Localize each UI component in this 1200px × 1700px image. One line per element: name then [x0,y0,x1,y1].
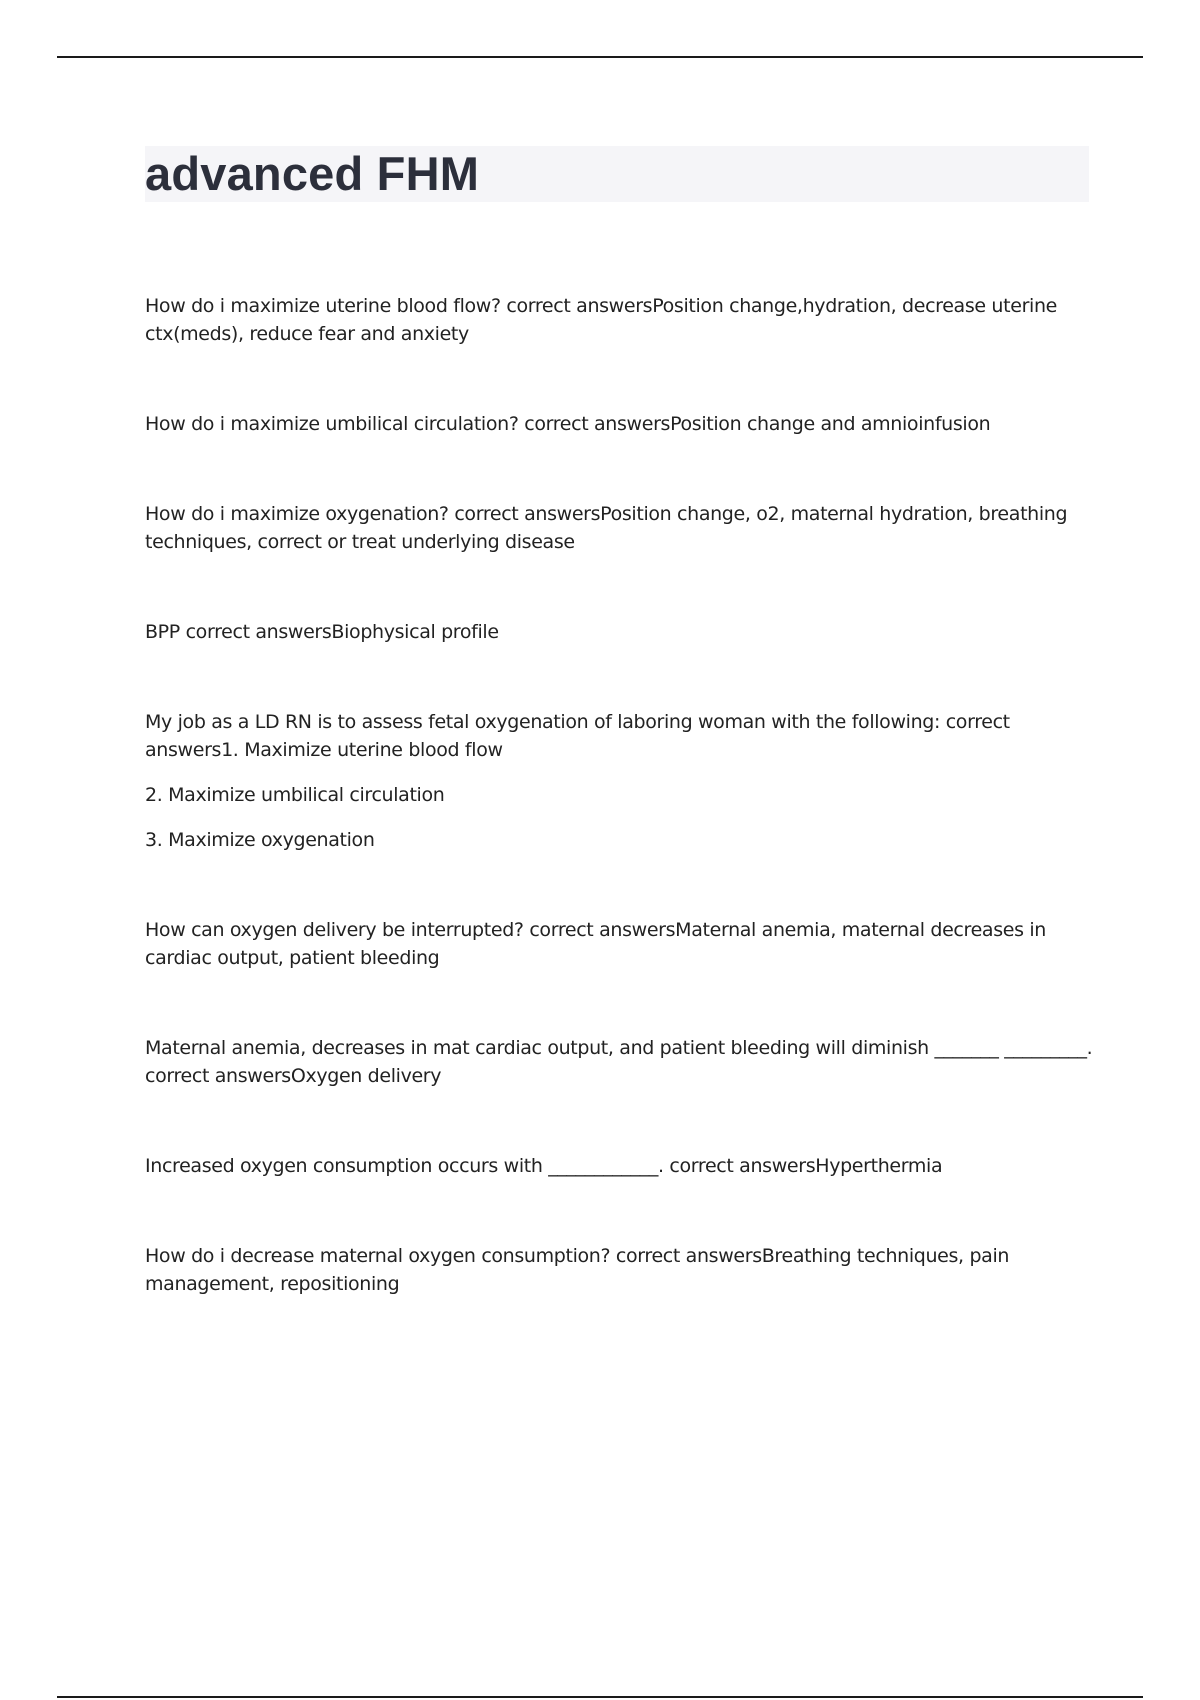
flashcard [145,410,1095,438]
top-rule [57,56,1143,58]
flashcard-list-item: 2. Maximize umbilical circulation [145,784,445,806]
bottom-rule [57,1696,1143,1698]
flashcard-list-item: 3. Maximize oxygenation [145,829,375,851]
flashcard [145,1034,1095,1090]
flashcard-text: How can oxygen delivery be interrupted? correct answersMaternal anemia, maternal decreases in cardiac output, patient bleeding [145,919,1046,969]
flashcard-text: BPP correct answersBiophysical profile [145,621,499,643]
flashcard [145,292,1095,348]
flashcard-text: How do i maximize umbilical circulation? correct answersPosition change and amnioinfusion [145,413,991,435]
flashcard-text: How do i maximize uterine blood flow? correct answersPosition change,hydration, decrease uterine ctx(meds), reduce fear and anxiety [145,295,1057,345]
flashcard-list [145,292,1095,1360]
flashcard [145,1152,1095,1180]
flashcard [145,708,1095,854]
page-title: advanced FHM [145,147,480,200]
flashcard-text: Maternal anemia, decreases in mat cardiac output, and patient bleeding will diminish _______ _________. correct answersOxygen delivery [145,1037,1093,1087]
flashcard [145,618,1095,646]
flashcard-text: Increased oxygen consumption occurs with ____________. correct answersHyperthermia [145,1155,943,1177]
flashcard [145,1242,1095,1298]
flashcard [145,916,1095,972]
flashcard-text: How do i maximize oxygenation? correct answersPosition change, o2, maternal hydration, breathing techniques, correct or treat underlying disease [145,503,1068,553]
flashcard [145,500,1095,556]
flashcard-text: My job as a LD RN is to assess fetal oxygenation of laboring woman with the following: correct answers1. Maximize uterine blood flow [145,711,1010,761]
flashcard-text: How do i decrease maternal oxygen consumption? correct answersBreathing techniques, pain management, repositioning [145,1245,1010,1295]
